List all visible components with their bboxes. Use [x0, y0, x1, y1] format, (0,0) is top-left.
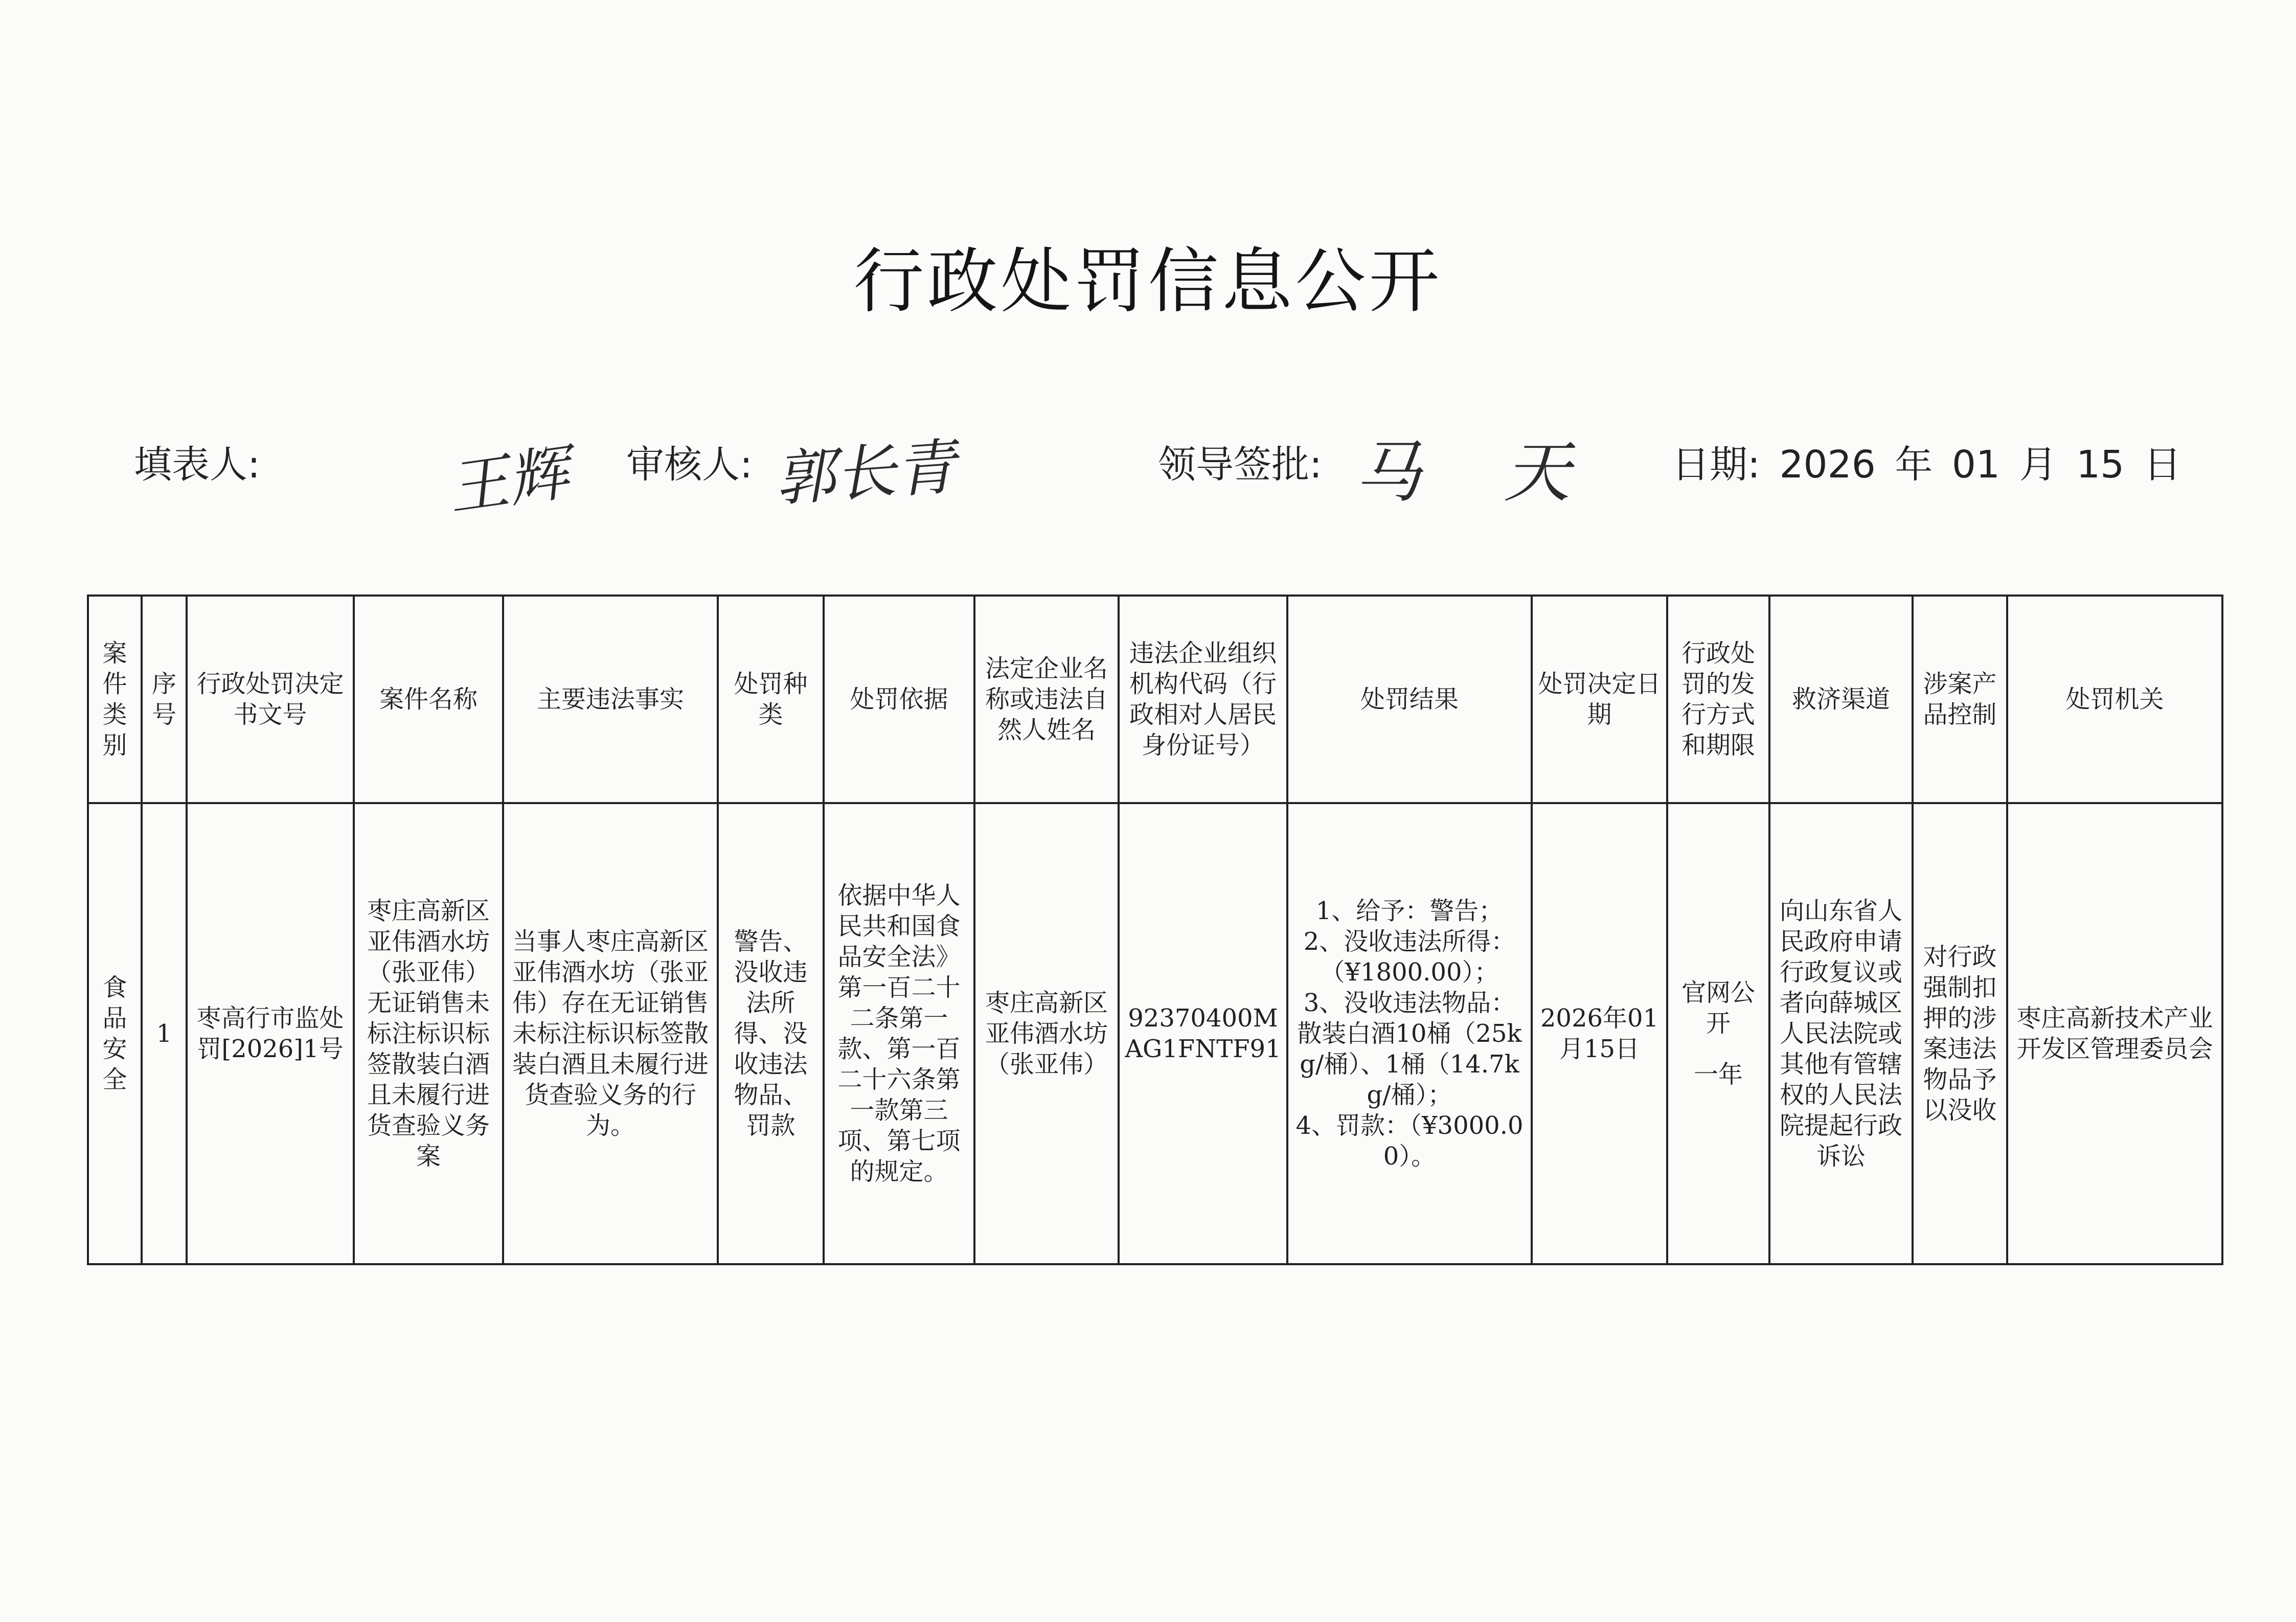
date-line [1672, 435, 2189, 489]
cell-case-name: 枣庄高新区亚伟酒水坊（张亚伟）无证销售未标注标识标签散装白酒且未履行进货查验义务案 [354, 803, 503, 1264]
cell-authority: 枣庄高新技术产业开发区管理委员会 [2007, 803, 2222, 1264]
cell-org-code: 92370400MAG1FNTF91 [1119, 803, 1287, 1264]
cell-result [1287, 803, 1532, 1264]
penalty-table [87, 595, 2223, 1265]
page-title: 行政处罚信息公开 [853, 240, 1443, 323]
cell-serial: 1 [142, 803, 187, 1264]
col-header-category: 案件类别 [88, 596, 142, 803]
col-header-publish: 行政处罚的发行方式和期限 [1667, 596, 1769, 803]
cell-decision-date: 2026年01月15日 [1532, 803, 1667, 1264]
date-year: 2026 [1779, 443, 1876, 487]
table-row [88, 803, 2222, 1264]
col-header-case-name: 案件名称 [354, 596, 503, 803]
col-header-product-control: 涉案产品控制 [1913, 596, 2007, 803]
cell-product-control: 对行政强制扣押的涉案违法物品予以没收 [1913, 803, 2007, 1264]
cell-category: 食品安全 [88, 803, 142, 1264]
col-header-party-name: 法定企业名称或违法自然人姓名 [974, 596, 1119, 803]
col-header-decision-no: 行政处罚决定书文号 [187, 596, 354, 803]
leader-label: 领导签批: [1158, 443, 1322, 487]
date-day: 15 [2076, 443, 2125, 487]
col-header-org-code: 违法企业组织机构代码（行政相对人居民身份证号） [1119, 596, 1287, 803]
result-line: 4、罚款：（¥3000.00）。 [1295, 1111, 1524, 1171]
date-month: 01 [1951, 443, 2001, 487]
cell-facts: 当事人枣庄高新区亚伟酒水坊（张亚伟）存在无证销售未标注标识标签散装白酒且未履行进货查验义务的行为。 [503, 803, 718, 1264]
col-header-result: 处罚结果 [1287, 596, 1532, 803]
date-day-unit: 日 [2143, 443, 2181, 487]
filler-signature: 王辉 [443, 437, 573, 524]
leader-signature: 马 天 [1355, 433, 1601, 511]
result-line: 1、给予：警告； [1315, 897, 1504, 925]
cell-penalty-type: 警告、没收违法所得、没收违法物品、罚款 [718, 803, 824, 1264]
cell-party-name: 枣庄高新区亚伟酒水坊（张亚伟） [974, 803, 1119, 1264]
col-header-basis: 处罚依据 [824, 596, 974, 803]
col-header-penalty-type: 处罚种类 [718, 596, 824, 803]
cell-decision-no: 枣高行市监处罚[2026]1号 [187, 803, 354, 1264]
col-header-remedy: 救济渠道 [1769, 596, 1913, 803]
cell-remedy: 向山东省人民政府申请行政复议或者向薛城区人民法院或其他有管辖权的人民法院提起行政诉讼 [1769, 803, 1913, 1264]
cell-basis: 依据中华人民共和国食品安全法》第一百二十二条第一款、第一百二十六条第一款第三项、第七项的规定。 [824, 803, 974, 1264]
publish-term: 一年 [1693, 1060, 1743, 1089]
col-header-serial: 序号 [142, 596, 187, 803]
date-year-unit: 年 [1895, 443, 1933, 487]
date-label: 日期: [1672, 443, 1760, 487]
col-header-decision-date: 处罚决定日期 [1532, 596, 1667, 803]
result-line: 3、没收违法物品：散装白酒10桶（25kg/桶）、1桶（14.7kg/桶）； [1297, 989, 1522, 1109]
col-header-authority: 处罚机关 [2007, 596, 2222, 803]
col-header-facts: 主要违法事实 [503, 596, 718, 803]
cell-publish [1667, 803, 1769, 1264]
date-month-unit: 月 [2019, 443, 2057, 487]
result-line: 2、没收违法所得：（¥1800.00）； [1303, 927, 1516, 987]
publish-method: 官网公开 [1681, 978, 1755, 1038]
reviewer-signature: 郭长青 [772, 431, 959, 515]
table-header-row [88, 596, 2222, 803]
reviewer-label: 审核人: [626, 443, 753, 487]
filler-label: 填表人: [134, 443, 260, 487]
